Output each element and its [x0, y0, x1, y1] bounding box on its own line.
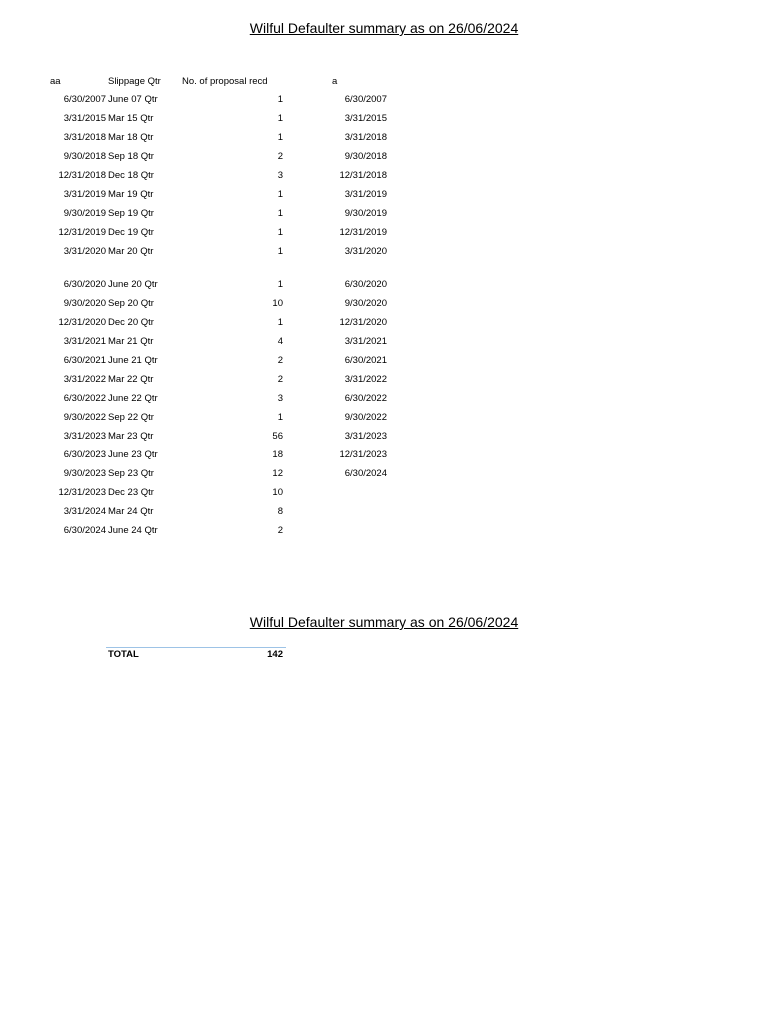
cell-aa: 3/31/2021 — [63, 336, 106, 347]
cell-slippage: June 22 Qtr — [108, 393, 158, 404]
cell-a: 3/31/2020 — [344, 246, 387, 257]
total-value: 142 — [267, 649, 283, 660]
cell-aa: 12/31/2020 — [58, 317, 106, 328]
cell-slippage: June 07 Qtr — [108, 94, 158, 105]
cell-aa: 3/31/2015 — [63, 113, 106, 124]
cell-slippage: Dec 19 Qtr — [108, 227, 154, 238]
cell-proposals: 10 — [272, 487, 283, 498]
page-title: Wilful Defaulter summary as on 26/06/2024 — [249, 20, 519, 36]
header-proposals: No. of proposal recd — [182, 76, 268, 87]
cell-proposals: 1 — [277, 412, 283, 423]
cell-proposals: 2 — [277, 151, 283, 162]
cell-proposals: 1 — [277, 246, 283, 257]
cell-a: 9/30/2022 — [344, 412, 387, 423]
cell-slippage: June 20 Qtr — [108, 279, 158, 290]
cell-aa: 12/31/2023 — [58, 487, 106, 498]
cell-a: 12/31/2019 — [339, 227, 387, 238]
cell-aa: 9/30/2019 — [63, 208, 106, 219]
cell-aa: 9/30/2020 — [63, 298, 106, 309]
cell-slippage: June 23 Qtr — [108, 449, 158, 460]
cell-a: 3/31/2015 — [344, 113, 387, 124]
header-a: a — [332, 76, 338, 87]
cell-slippage: Mar 23 Qtr — [108, 431, 154, 442]
cell-aa: 6/30/2021 — [63, 355, 106, 366]
cell-aa: 6/30/2022 — [63, 393, 106, 404]
cell-a: 6/30/2024 — [344, 468, 387, 479]
cell-proposals: 1 — [277, 317, 283, 328]
cell-proposals: 2 — [277, 355, 283, 366]
header-slippage: Slippage Qtr — [108, 76, 161, 87]
cell-slippage: June 21 Qtr — [108, 355, 158, 366]
cell-slippage: Mar 20 Qtr — [108, 246, 154, 257]
cell-proposals: 1 — [277, 113, 283, 124]
cell-proposals: 12 — [272, 468, 283, 479]
cell-proposals: 8 — [277, 506, 283, 517]
cell-proposals: 56 — [272, 431, 283, 442]
cell-slippage: Sep 19 Qtr — [108, 208, 154, 219]
cell-aa: 3/31/2024 — [63, 506, 106, 517]
cell-aa: 3/31/2020 — [63, 246, 106, 257]
cell-aa: 3/31/2023 — [63, 431, 106, 442]
cell-a: 6/30/2021 — [344, 355, 387, 366]
cell-aa: 3/31/2022 — [63, 374, 106, 385]
cell-proposals: 10 — [272, 298, 283, 309]
cell-slippage: Mar 15 Qtr — [108, 113, 154, 124]
cell-a: 3/31/2021 — [344, 336, 387, 347]
cell-a: 9/30/2019 — [344, 208, 387, 219]
cell-a: 3/31/2023 — [344, 431, 387, 442]
cell-slippage: Mar 22 Qtr — [108, 374, 154, 385]
cell-proposals: 1 — [277, 208, 283, 219]
cell-aa: 12/31/2018 — [58, 170, 106, 181]
cell-a: 3/31/2019 — [344, 189, 387, 200]
header-aa: aa — [50, 76, 61, 87]
cell-slippage: Mar 24 Qtr — [108, 506, 154, 517]
cell-a: 6/30/2022 — [344, 393, 387, 404]
cell-proposals: 1 — [277, 94, 283, 105]
cell-proposals: 1 — [277, 279, 283, 290]
cell-aa: 3/31/2018 — [63, 132, 106, 143]
cell-aa: 9/30/2023 — [63, 468, 106, 479]
cell-aa: 9/30/2018 — [63, 151, 106, 162]
cell-proposals: 3 — [277, 170, 283, 181]
cell-slippage: Mar 21 Qtr — [108, 336, 154, 347]
cell-proposals: 1 — [277, 189, 283, 200]
cell-proposals: 3 — [277, 393, 283, 404]
cell-a: 12/31/2018 — [339, 170, 387, 181]
cell-aa: 6/30/2023 — [63, 449, 106, 460]
cell-a: 9/30/2018 — [344, 151, 387, 162]
cell-slippage: Dec 18 Qtr — [108, 170, 154, 181]
cell-slippage: Sep 18 Qtr — [108, 151, 154, 162]
cell-proposals: 1 — [277, 132, 283, 143]
cell-a: 3/31/2018 — [344, 132, 387, 143]
cell-slippage: Dec 23 Qtr — [108, 487, 154, 498]
cell-aa: 12/31/2019 — [58, 227, 106, 238]
cell-a: 3/31/2022 — [344, 374, 387, 385]
cell-aa: 6/30/2007 — [63, 94, 106, 105]
cell-slippage: Sep 23 Qtr — [108, 468, 154, 479]
cell-slippage: Sep 20 Qtr — [108, 298, 154, 309]
cell-proposals: 18 — [272, 449, 283, 460]
cell-proposals: 4 — [277, 336, 283, 347]
cell-aa: 6/30/2024 — [63, 525, 106, 536]
cell-proposals: 2 — [277, 374, 283, 385]
summary-title: Wilful Defaulter summary as on 26/06/2024 — [249, 614, 519, 630]
total-label: TOTAL — [108, 649, 139, 660]
cell-aa: 3/31/2019 — [63, 189, 106, 200]
cell-proposals: 1 — [277, 227, 283, 238]
cell-slippage: Sep 22 Qtr — [108, 412, 154, 423]
cell-slippage: Dec 20 Qtr — [108, 317, 154, 328]
cell-aa: 6/30/2020 — [63, 279, 106, 290]
cell-slippage: June 24 Qtr — [108, 525, 158, 536]
cell-a: 12/31/2020 — [339, 317, 387, 328]
cell-proposals: 2 — [277, 525, 283, 536]
cell-slippage: Mar 19 Qtr — [108, 189, 154, 200]
cell-aa: 9/30/2022 — [63, 412, 106, 423]
cell-a: 6/30/2020 — [344, 279, 387, 290]
cell-a: 12/31/2023 — [339, 449, 387, 460]
cell-slippage: Mar 18 Qtr — [108, 132, 154, 143]
cell-a: 6/30/2007 — [344, 94, 387, 105]
cell-a: 9/30/2020 — [344, 298, 387, 309]
